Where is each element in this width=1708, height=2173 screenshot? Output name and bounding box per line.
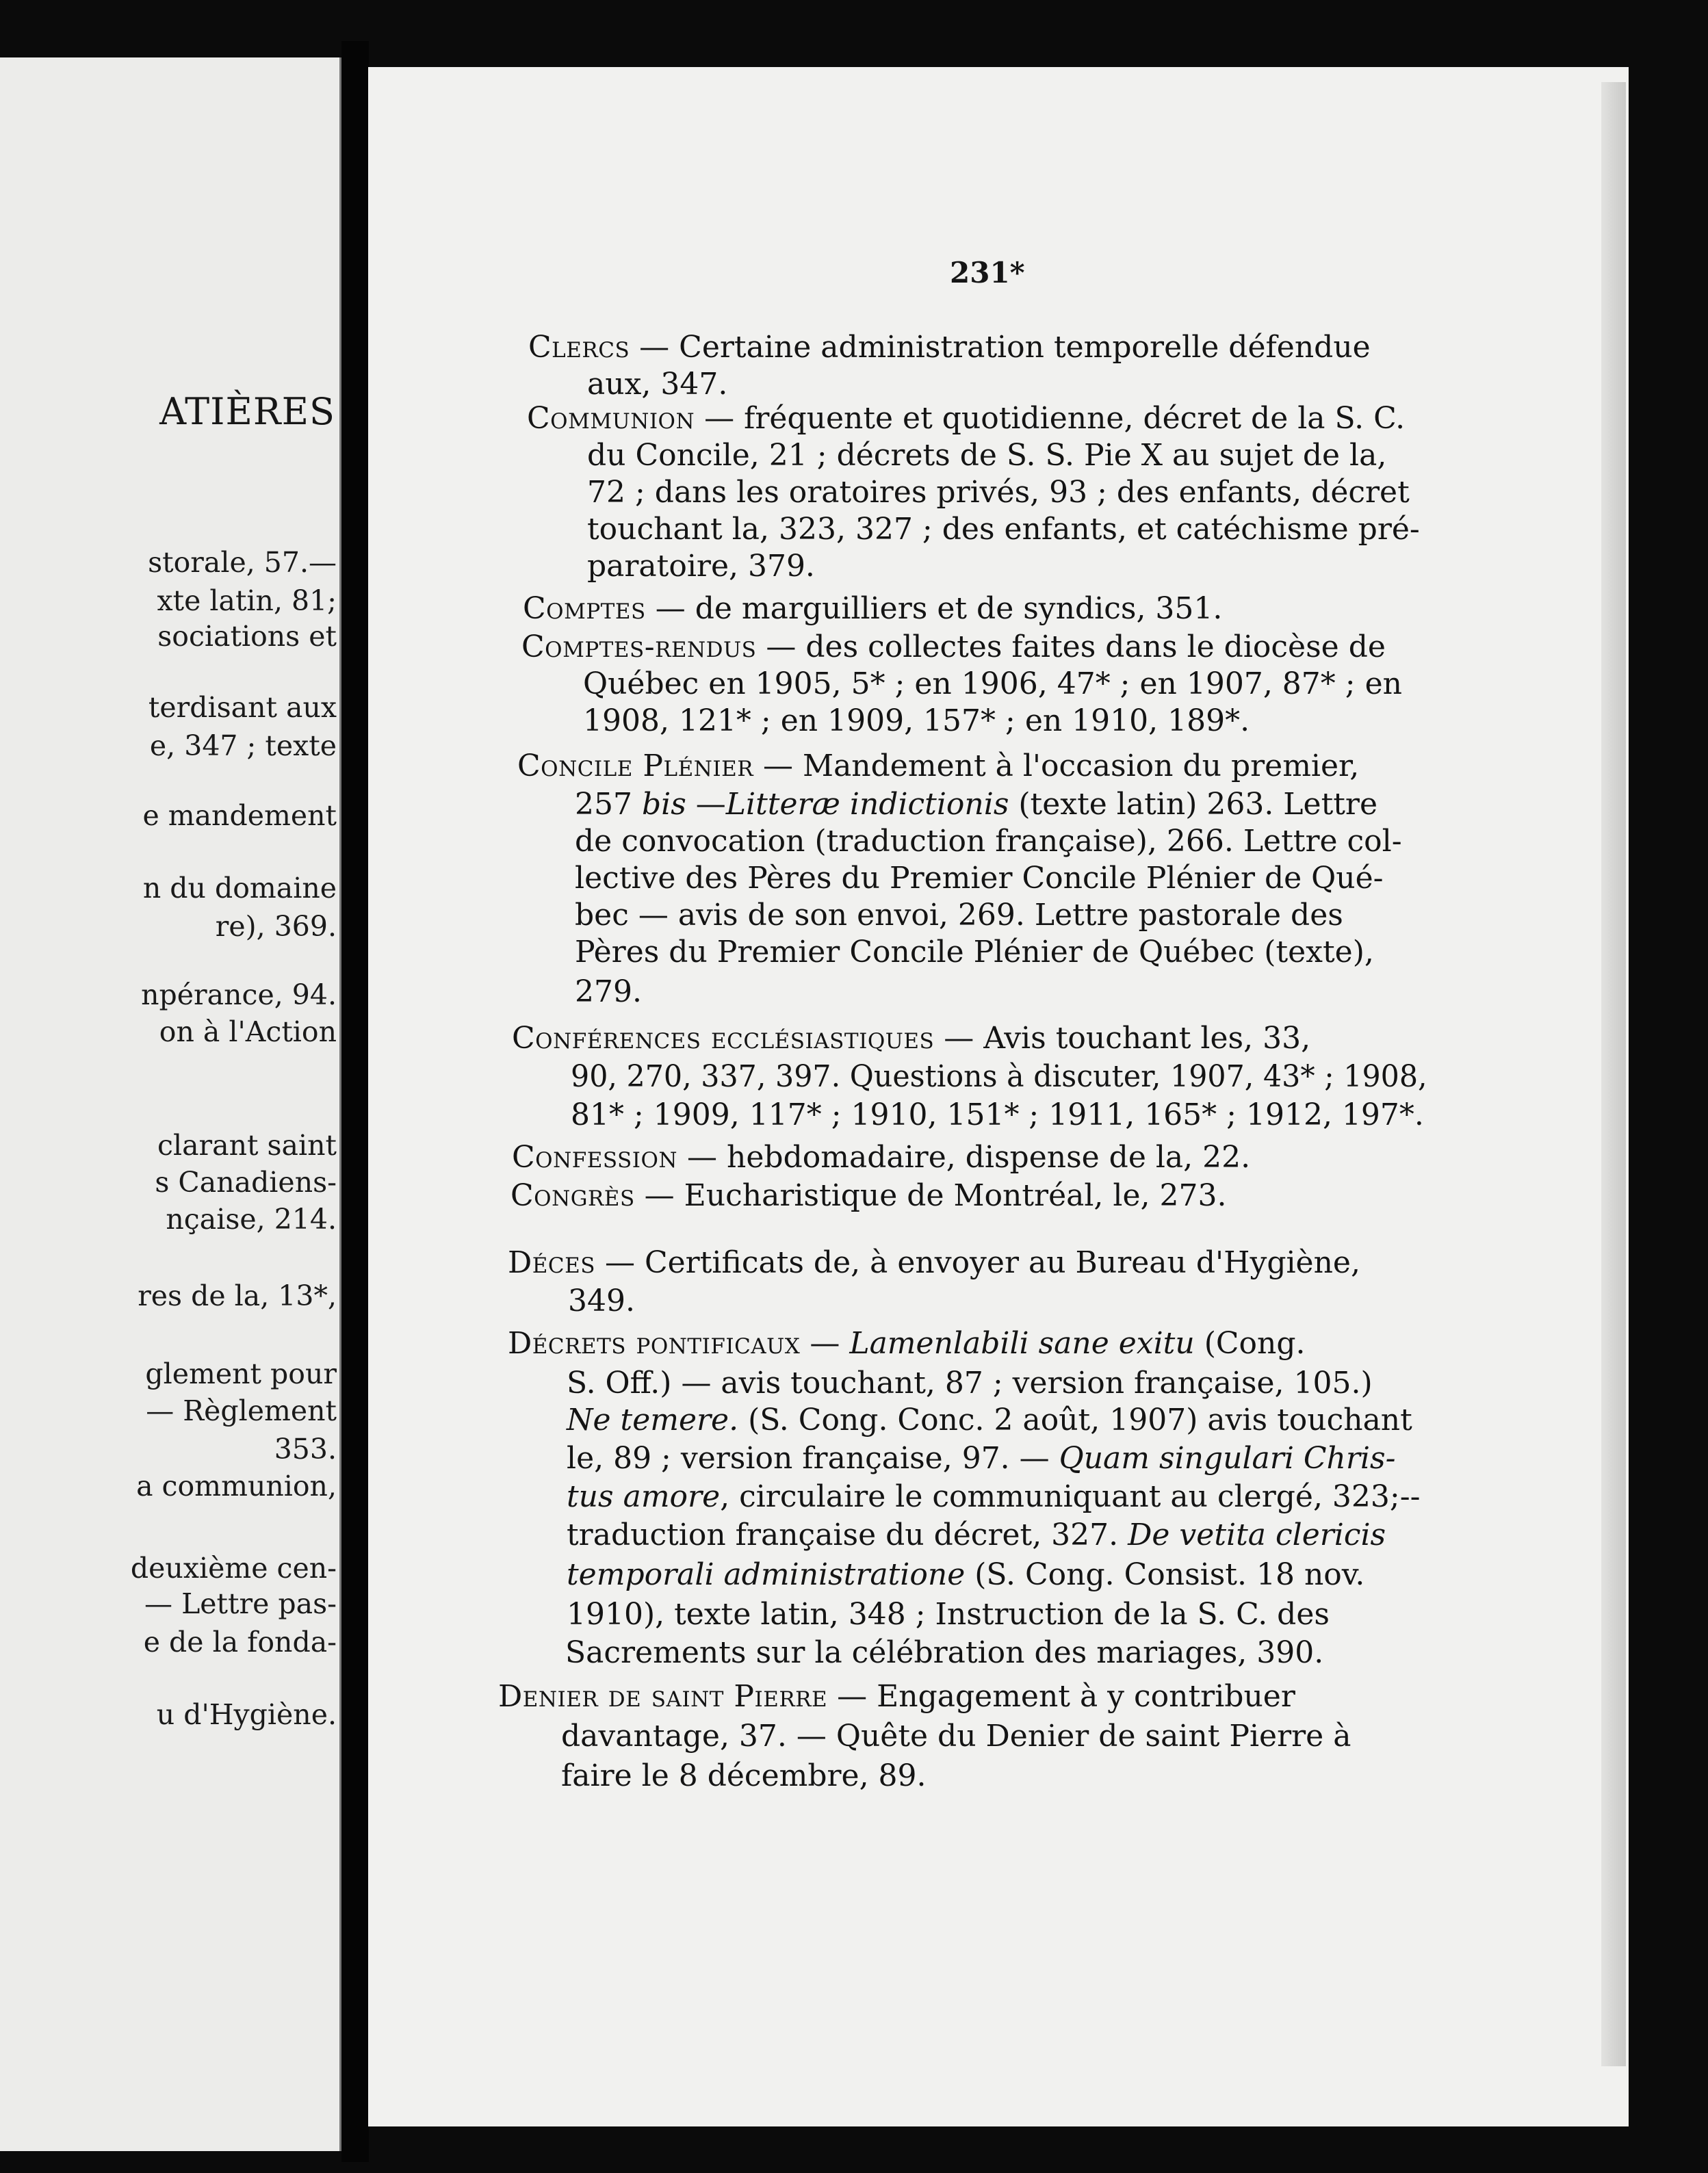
index-entry-line: davantage, 37. — Quête du Denier de saint Pierre à <box>561 1719 1351 1754</box>
left-text-line: npérance, 94. <box>141 978 337 1011</box>
left-text-line: a communion, <box>136 1470 337 1502</box>
index-entry-line: bec — avis de son envoi, 269. Lettre pastorale des <box>575 898 1343 933</box>
index-entry-line: Ne temere. (S. Cong. Conc. 2 août, 1907) avis touchant <box>567 1403 1412 1437</box>
index-entry-line: Clercs — Certaine administration temporelle défendue <box>528 330 1371 365</box>
left-text-line: re), 369. <box>215 910 337 943</box>
index-entry-line: Conférences ecclésiastiques — Avis touchant les, 33, <box>512 1021 1311 1056</box>
index-entry-line: faire le 8 décembre, 89. <box>561 1758 927 1793</box>
index-entry-line: Congrès — Eucharistique de Montréal, le, 273. <box>510 1178 1227 1213</box>
index-entry-line: Décrets pontificaux — Lamenlabili sane exitu (Cong. <box>508 1326 1306 1361</box>
left-text-line: — Règlement <box>146 1394 337 1427</box>
index-entry-line: paratoire, 379. <box>587 549 815 584</box>
left-text-line: sociations et <box>157 620 337 653</box>
index-entry-head: Confession <box>512 1140 678 1175</box>
left-text-line: s Canadiens- <box>155 1166 337 1199</box>
index-entry-line: 279. <box>575 974 642 1009</box>
index-entry-line: traduction française du décret, 327. De vetita clericis <box>567 1518 1386 1552</box>
index-entry-line: tus amore, circulaire le communiquant au clergé, 323;-- <box>567 1479 1421 1514</box>
index-entry-line: Déces — Certificats de, à envoyer au Bureau d'Hygiène, <box>508 1245 1360 1280</box>
index-entry-line: touchant la, 323, 327 ; des enfants, et catéchisme pré- <box>587 512 1420 547</box>
left-text-line: e de la fonda- <box>143 1626 337 1658</box>
index-entry-line: Denier de saint Pierre — Engagement à y contribuer <box>498 1679 1295 1714</box>
left-text-line: terdisant aux <box>148 691 337 724</box>
index-entry-line: temporali administratione (S. Cong. Consist. 18 nov. <box>567 1557 1365 1592</box>
index-entry-line: 72 ; dans les oratoires privés, 93 ; des enfants, décret <box>587 475 1410 510</box>
index-entry-line: du Concile, 21 ; décrets de S. S. Pie X au sujet de la, <box>587 438 1387 473</box>
left-text-line: nçaise, 214. <box>166 1203 337 1236</box>
left-text-line: — Lettre pas- <box>144 1587 337 1620</box>
index-entry-line: Québec en 1905, 5* ; en 1906, 47* ; en 1907, 87* ; en <box>583 666 1402 701</box>
index-entry-line: S. Off.) — avis touchant, 87 ; version française, 105.) <box>567 1366 1373 1401</box>
left-text-line: e, 347 ; texte <box>149 729 337 762</box>
index-entry-head: Clercs <box>528 330 630 365</box>
left-text-line: res de la, 13*, <box>138 1279 337 1312</box>
index-entry-head: Comptes-rendus <box>521 629 757 664</box>
index-entry-line: 90, 270, 337, 397. Questions à discuter, 1907, 43* ; 1908, <box>571 1059 1427 1094</box>
left-text-line: deuxième cen- <box>130 1552 337 1585</box>
index-entry-line: Communion — fréquente et quotidienne, décret de la S. C. <box>527 401 1406 436</box>
index-entry-head: Concile Plénier <box>517 749 754 783</box>
index-entry-line: 81* ; 1909, 117* ; 1910, 151* ; 1911, 165* ; 1912, 197*. <box>571 1097 1424 1132</box>
left-page-heading: ATIÈRES <box>159 390 335 433</box>
index-entry-head: Congrès <box>510 1178 635 1213</box>
index-entry-head: Communion <box>527 401 695 436</box>
index-entry-head: Comptes <box>523 591 646 626</box>
index-entry-line: Concile Plénier — Mandement à l'occasion du premier, <box>517 749 1360 783</box>
index-entry-line: Comptes — de marguilliers et de syndics, 351. <box>523 591 1223 626</box>
left-text-line: on à l'Action <box>159 1015 337 1048</box>
index-entry-line: 349. <box>568 1284 635 1318</box>
index-entry-line: Pères du Premier Concile Plénier de Québec (texte), <box>575 935 1374 970</box>
left-text-line: glement pour <box>145 1357 337 1390</box>
left-text-line: storale, 57.— <box>148 546 337 579</box>
index-entry-head: Denier de saint Pierre <box>498 1679 828 1714</box>
left-text-line: n du domaine <box>142 872 337 905</box>
left-text-line: xte latin, 81; <box>157 584 337 617</box>
left-text-line: u d'Hygiène. <box>156 1698 337 1731</box>
index-entry-line: Confession — hebdomadaire, dispense de la, 22. <box>512 1140 1251 1175</box>
left-text-line: clarant saint <box>157 1129 337 1162</box>
page-number: 231* <box>950 256 1025 289</box>
index-entry-line: 1908, 121* ; en 1909, 157* ; en 1910, 189*. <box>583 703 1250 738</box>
index-entry-head: Décrets pontificaux <box>508 1326 801 1361</box>
left-text-line: e mandement <box>142 799 337 832</box>
index-entry-line: le, 89 ; version française, 97. — Quam singulari Chris- <box>567 1441 1396 1476</box>
left-text-line: 353. <box>274 1433 337 1466</box>
index-entry-line: lective des Pères du Premier Concile Plénier de Qué- <box>575 861 1384 896</box>
index-entry-head: Déces <box>508 1245 595 1280</box>
index-entry-line: 257 bis —Litteræ indictionis (texte latin) 263. Lettre <box>575 787 1377 822</box>
index-entry-line: Comptes-rendus — des collectes faites dans le diocèse de <box>521 629 1386 664</box>
index-entry-line: aux, 347. <box>587 367 728 402</box>
index-entry-line: de convocation (traduction française), 266. Lettre col- <box>575 824 1402 859</box>
index-entry-head: Conférences ecclésiastiques <box>512 1021 935 1056</box>
index-entry-line: Sacrements sur la célébration des mariages, 390. <box>565 1635 1324 1670</box>
index-entry-line: 1910), texte latin, 348 ; Instruction de la S. C. des <box>567 1597 1330 1632</box>
